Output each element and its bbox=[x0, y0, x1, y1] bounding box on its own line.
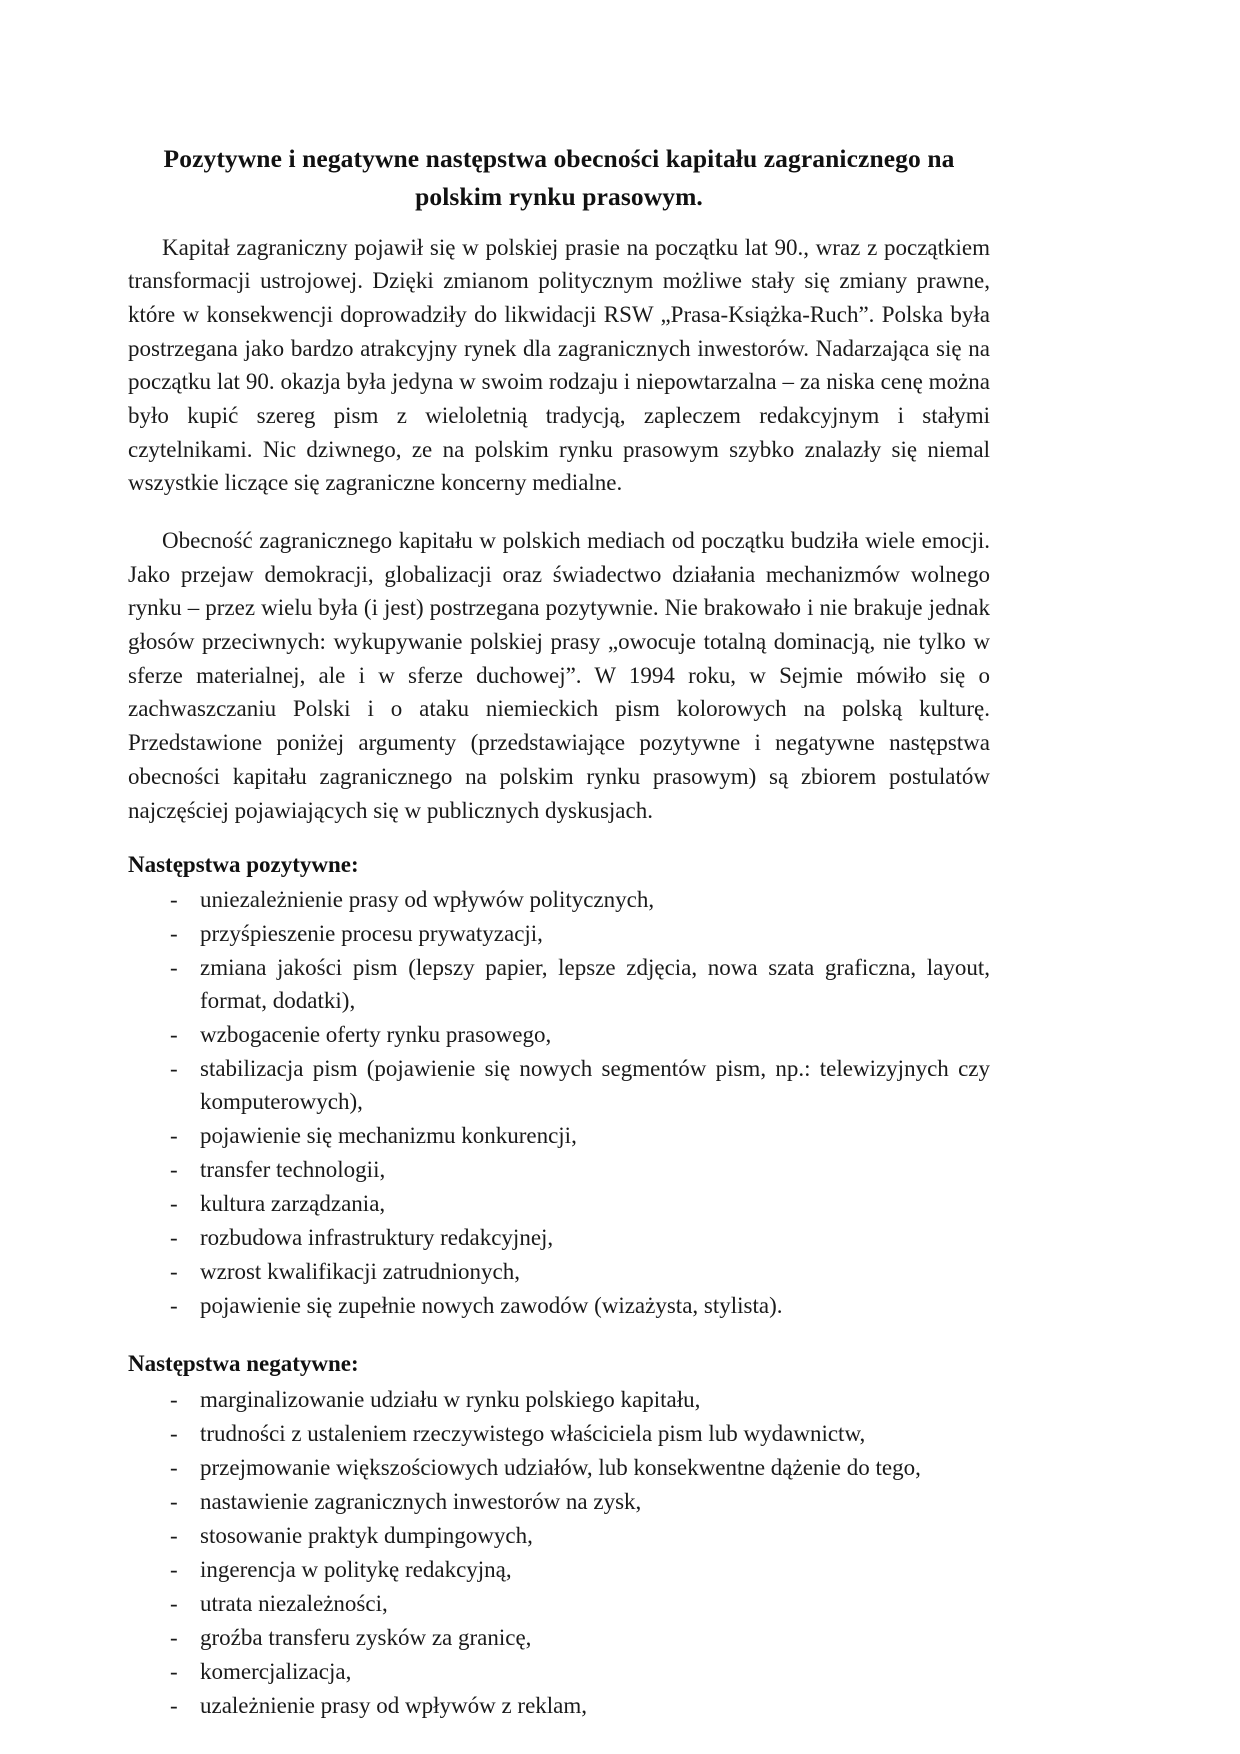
list-item bbox=[128, 917, 990, 950]
list-item bbox=[128, 1553, 990, 1586]
list-item bbox=[128, 1587, 990, 1620]
list-item-label: przyśpieszenie procesu prywatyzacji, bbox=[200, 921, 543, 947]
dash-marker-icon: - bbox=[170, 1692, 178, 1718]
list-item bbox=[128, 883, 990, 916]
paragraph-2: Obecność zagranicznego kapitału w polskich mediach od początku budziła wiele emocji. Jako przejaw demokracji, globalizacji oraz świadectwo działania mechanizmów wolnego rynku – przez wielu była (i jest) postrzegana pozytywnie. Nie brakowało i nie brakuje jednak głosów przeciwnych: wykupywanie polskiej prasy „owocuje totalną dominacją, nie tylko w sferze materialnej, ale i w sferze duchowej”. W 1994 roku, w Sejmie mówiło się o zachwaszczaniu Polski i o ataku niemieckich pism kolorowych na polską kulturę. Przedstawione poniżej argumenty (przedstawiające pozytywne i negatywne następstwa obecności kapitału zagranicznego na polskim rynku prasowym) są zbiorem postulatów najczęściej pojawiających się w publicznych dyskusjach. bbox=[128, 528, 990, 823]
list-item bbox=[128, 1485, 990, 1518]
list-item bbox=[128, 1451, 990, 1484]
dash-marker-icon: - bbox=[170, 1488, 178, 1514]
list-item-label: marginalizowanie udziału w rynku polskiego kapitału, bbox=[200, 1386, 701, 1412]
list-item-label: groźba transferu zysków za granicę, bbox=[200, 1624, 532, 1650]
dash-marker-icon: - bbox=[170, 1658, 178, 1684]
list-item-label: stabilizacja pism (pojawienie się nowych segmentów pism, np.: telewizyjnych czy komputerowych), bbox=[200, 1056, 990, 1115]
list-item bbox=[128, 1255, 990, 1288]
dash-marker-icon: - bbox=[170, 921, 178, 947]
list-item-label: stosowanie praktyk dumpingowych, bbox=[200, 1522, 533, 1548]
dash-marker-icon: - bbox=[170, 1225, 178, 1251]
list-item-label: rozbudowa infrastruktury redakcyjnej, bbox=[200, 1225, 554, 1251]
list-item bbox=[128, 951, 990, 1017]
dash-marker-icon: - bbox=[170, 1454, 178, 1480]
list-item-label: uniezależnienie prasy od wpływów politycznych, bbox=[200, 887, 655, 913]
list-item-label: kultura zarządzania, bbox=[200, 1191, 386, 1217]
list-item bbox=[128, 1221, 990, 1254]
list-item bbox=[128, 1621, 990, 1654]
page-title-line-1: Pozytywne i negatywne następstwa obecności kapitału zagranicznego na bbox=[163, 144, 955, 173]
list-item bbox=[128, 1689, 990, 1722]
dash-marker-icon: - bbox=[170, 1386, 178, 1412]
list-item bbox=[128, 1417, 990, 1450]
list-item-label: komercjalizacja, bbox=[200, 1658, 352, 1684]
page-title-line-2: polskim rynku prasowym. bbox=[415, 182, 703, 212]
dash-marker-icon: - bbox=[170, 955, 178, 981]
dash-marker-icon: - bbox=[170, 1420, 178, 1446]
dash-marker-icon: - bbox=[170, 887, 178, 913]
dash-marker-icon: - bbox=[170, 1624, 178, 1650]
list-item bbox=[128, 1187, 990, 1220]
paragraph-1: Kapitał zagraniczny pojawił się w polskiej prasie na początku lat 90., wraz z początkiem transformacji ustrojowej. Dzięki zmianom politycznym możliwe stały się zmiany prawne, które w konsekwencji doprowadziły do likwidacji RSW „Prasa-Książka-Ruch”. Polska była postrzegana jako bardzo atrakcyjny rynek dla zagranicznych inwestorów. Nadarzająca się na początku lat 90. okazja była jedyna w swoim rodzaju i niepowtarzalna – za niska cenę można było kupić szereg pism z wieloletnią tradycją, zapleczem redakcyjnym i stałymi czytelnikami. Nic dziwnego, ze na polskim rynku prasowym szybko znalazły się niemal wszystkie liczące się zagraniczne koncerny medialne. bbox=[128, 234, 990, 496]
dash-marker-icon: - bbox=[170, 1123, 178, 1149]
list-item-label: uzależnienie prasy od wpływów z reklam, bbox=[200, 1692, 588, 1718]
dash-marker-icon: - bbox=[170, 1590, 178, 1616]
document-body bbox=[128, 140, 990, 1723]
dash-marker-icon: - bbox=[170, 1022, 178, 1048]
list-item bbox=[128, 1383, 990, 1416]
list-item bbox=[128, 1655, 990, 1688]
list-item bbox=[128, 1519, 990, 1552]
list-item bbox=[128, 1018, 990, 1051]
list-item bbox=[128, 1119, 990, 1152]
list-item-label: trudności z ustaleniem rzeczywistego właściciela pism lub wydawnictw, bbox=[200, 1420, 866, 1446]
list-item-label: zmiana jakości pism (lepszy papier, lepsze zdjęcia, nowa szata graficzna, layout, format, dodatki), bbox=[200, 955, 990, 1014]
list-item-label: utrata niezależności, bbox=[200, 1590, 388, 1616]
dash-marker-icon: - bbox=[170, 1259, 178, 1285]
dash-marker-icon: - bbox=[170, 1157, 178, 1183]
section-heading-positive: Następstwa pozytywne: bbox=[128, 852, 359, 878]
dash-marker-icon: - bbox=[170, 1522, 178, 1548]
page-title bbox=[128, 140, 990, 217]
negative-consequences-list bbox=[128, 1383, 990, 1722]
list-item-label: pojawienie się mechanizmu konkurencji, bbox=[200, 1123, 577, 1149]
dash-marker-icon: - bbox=[170, 1556, 178, 1582]
list-item-label: wzrost kwalifikacji zatrudnionych, bbox=[200, 1259, 520, 1285]
list-item bbox=[128, 1052, 990, 1118]
dash-marker-icon: - bbox=[170, 1191, 178, 1217]
list-item-label: wzbogacenie oferty rynku prasowego, bbox=[200, 1022, 552, 1048]
list-item-label: pojawienie się zupełnie nowych zawodów (wizażysta, stylista). bbox=[200, 1293, 783, 1319]
list-item bbox=[128, 1153, 990, 1186]
list-item-label: ingerencja w politykę redakcyjną, bbox=[200, 1556, 512, 1582]
dash-marker-icon: - bbox=[170, 1293, 178, 1319]
dash-marker-icon: - bbox=[170, 1056, 178, 1082]
list-item-label: przejmowanie większościowych udziałów, lub konsekwentne dążenie do tego, bbox=[200, 1454, 921, 1480]
list-item bbox=[128, 1289, 990, 1322]
list-item-label: nastawienie zagranicznych inwestorów na zysk, bbox=[200, 1488, 642, 1514]
positive-consequences-list bbox=[128, 883, 990, 1322]
list-item-label: transfer technologii, bbox=[200, 1157, 386, 1183]
section-heading-negative: Następstwa negatywne: bbox=[128, 1351, 359, 1377]
